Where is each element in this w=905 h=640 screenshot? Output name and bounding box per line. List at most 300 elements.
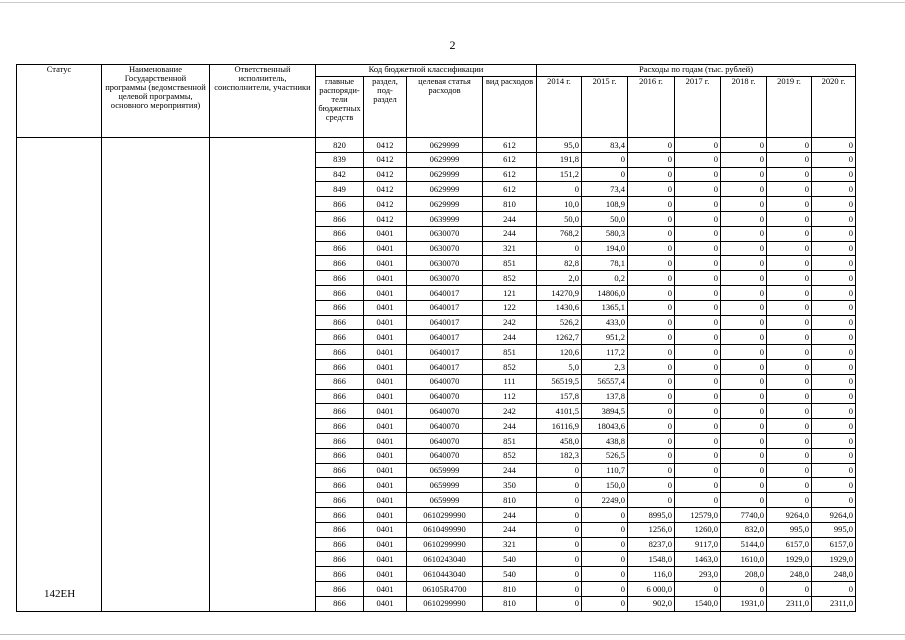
cell-2017: 0 <box>675 256 721 271</box>
cell-2016: 0 <box>628 152 675 167</box>
cell-2018: 0 <box>721 374 767 389</box>
cell-2015: 2,3 <box>582 359 628 374</box>
cell-rzpr: 0401 <box>364 552 407 567</box>
cell-2020: 0 <box>812 493 856 508</box>
cell-2017: 0 <box>675 389 721 404</box>
cell-2015: 0 <box>582 567 628 582</box>
cell-2020: 0 <box>812 182 856 197</box>
cell-2015: 433,0 <box>582 315 628 330</box>
cell-rzpr: 0401 <box>364 493 407 508</box>
cell-rzpr: 0401 <box>364 315 407 330</box>
cell-2016: 0 <box>628 330 675 345</box>
cell-2016: 902,0 <box>628 596 675 611</box>
cell-2015: 438,8 <box>582 433 628 448</box>
cell-2015: 194,0 <box>582 241 628 256</box>
cell-2019: 248,0 <box>767 567 812 582</box>
cell-2018: 0 <box>721 404 767 419</box>
cell-csr: 0659999 <box>407 478 483 493</box>
cell-csr: 0630070 <box>407 226 483 241</box>
cell-2017: 0 <box>675 197 721 212</box>
cell-2019: 0 <box>767 300 812 315</box>
cell-2015: 0 <box>582 152 628 167</box>
cell-2014: 10,0 <box>537 197 582 212</box>
cell-2015: 50,0 <box>582 211 628 226</box>
cell-csr: 0640070 <box>407 389 483 404</box>
cell-2020: 0 <box>812 463 856 478</box>
cell-rzpr: 0412 <box>364 167 407 182</box>
cell-2017: 293,0 <box>675 567 721 582</box>
cell-2019: 0 <box>767 433 812 448</box>
cell-2018: 0 <box>721 241 767 256</box>
cell-2019: 0 <box>767 345 812 360</box>
cell-2019: 9264,0 <box>767 507 812 522</box>
cell-2019: 0 <box>767 478 812 493</box>
cell-2015: 3894,5 <box>582 404 628 419</box>
cell-csr: 0639999 <box>407 211 483 226</box>
table-header <box>17 65 856 138</box>
cell-vr: 852 <box>483 448 537 463</box>
cell-grbs: 866 <box>316 285 364 300</box>
cell-2020: 0 <box>812 581 856 596</box>
cell-2018: 0 <box>721 226 767 241</box>
cell-csr: 0629999 <box>407 182 483 197</box>
cell-2019: 0 <box>767 493 812 508</box>
cell-2019: 0 <box>767 167 812 182</box>
cell-2017: 0 <box>675 138 721 153</box>
cell-vr: 244 <box>483 226 537 241</box>
cell-2017: 0 <box>675 581 721 596</box>
cell-2015: 526,5 <box>582 448 628 463</box>
cell-2019: 1929,0 <box>767 552 812 567</box>
cell-2015: 0 <box>582 167 628 182</box>
cell-grbs: 866 <box>316 271 364 286</box>
cell-2018: 0 <box>721 389 767 404</box>
cell-grbs: 866 <box>316 463 364 478</box>
cell-2014: 458,0 <box>537 433 582 448</box>
cell-2020: 2311,0 <box>812 596 856 611</box>
cell-rzpr: 0412 <box>364 138 407 153</box>
cell-2020: 0 <box>812 226 856 241</box>
cell-grbs: 866 <box>316 537 364 552</box>
cell-rzpr: 0401 <box>364 256 407 271</box>
cell-grbs: 866 <box>316 359 364 374</box>
cell-grbs: 866 <box>316 241 364 256</box>
cell-vr: 350 <box>483 478 537 493</box>
cell-2020: 0 <box>812 315 856 330</box>
cell-2014: 0 <box>537 522 582 537</box>
cell-2019: 0 <box>767 256 812 271</box>
cell-grbs: 866 <box>316 300 364 315</box>
cell-2020: 0 <box>812 152 856 167</box>
cell-2016: 0 <box>628 463 675 478</box>
cell-2016: 1256,0 <box>628 522 675 537</box>
cell-2017: 0 <box>675 182 721 197</box>
cell-vr: 242 <box>483 315 537 330</box>
cell-csr: 0640070 <box>407 374 483 389</box>
cell-2017: 0 <box>675 167 721 182</box>
cell-2014: 50,0 <box>537 211 582 226</box>
header-expenses: Расходы по годам (тыс. рублей) <box>537 65 856 77</box>
cell-2017: 1260,0 <box>675 522 721 537</box>
cell-csr: 0640070 <box>407 419 483 434</box>
cell-csr: 0659999 <box>407 463 483 478</box>
cell-2015: 14806,0 <box>582 285 628 300</box>
cell-2018: 0 <box>721 271 767 286</box>
cell-2014: 0 <box>537 552 582 567</box>
cell-2016: 6 000,0 <box>628 581 675 596</box>
cell-csr: 06105R4700 <box>407 581 483 596</box>
cell-vr: 851 <box>483 433 537 448</box>
cell-2019: 0 <box>767 152 812 167</box>
cell-2014: 56519,5 <box>537 374 582 389</box>
cell-grbs: 866 <box>316 478 364 493</box>
cell-2014: 5,0 <box>537 359 582 374</box>
cell-2020: 0 <box>812 138 856 153</box>
cell-vr: 244 <box>483 507 537 522</box>
cell-csr: 0630070 <box>407 271 483 286</box>
cell-grbs: 866 <box>316 448 364 463</box>
table-body <box>17 138 856 612</box>
cell-2018: 0 <box>721 182 767 197</box>
cell-rzpr: 0412 <box>364 152 407 167</box>
table-row <box>17 138 856 153</box>
cell-2019: 0 <box>767 330 812 345</box>
cell-rzpr: 0401 <box>364 271 407 286</box>
cell-2020: 0 <box>812 448 856 463</box>
cell-2015: 0 <box>582 552 628 567</box>
cell-rzpr: 0401 <box>364 330 407 345</box>
cell-2015: 0,2 <box>582 271 628 286</box>
cell-2020: 0 <box>812 211 856 226</box>
cell-2015: 56557,4 <box>582 374 628 389</box>
cell-grbs: 866 <box>316 507 364 522</box>
cell-2018: 0 <box>721 211 767 226</box>
cell-csr: 0640017 <box>407 285 483 300</box>
cell-rzpr: 0401 <box>364 522 407 537</box>
cell-csr: 0629999 <box>407 138 483 153</box>
cell-2020: 9264,0 <box>812 507 856 522</box>
cell-vr: 612 <box>483 167 537 182</box>
cell-rzpr: 0401 <box>364 507 407 522</box>
cell-vr: 122 <box>483 300 537 315</box>
cell-grbs: 866 <box>316 197 364 212</box>
cell-2015: 117,2 <box>582 345 628 360</box>
budget-table <box>16 64 856 612</box>
cell-vr: 321 <box>483 537 537 552</box>
cell-2020: 6157,0 <box>812 537 856 552</box>
header-csr: целевая статья расходов <box>407 77 483 138</box>
cell-2015: 2249,0 <box>582 493 628 508</box>
cell-2017: 0 <box>675 463 721 478</box>
cell-2014: 0 <box>537 182 582 197</box>
cell-2018: 0 <box>721 300 767 315</box>
cell-2015: 0 <box>582 522 628 537</box>
cell-2017: 0 <box>675 374 721 389</box>
cell-2015: 78,1 <box>582 256 628 271</box>
cell-2016: 0 <box>628 345 675 360</box>
cell-2016: 0 <box>628 182 675 197</box>
header-year-2019: 2019 г. <box>767 77 812 138</box>
cell-2018: 0 <box>721 315 767 330</box>
cell-vr: 321 <box>483 241 537 256</box>
cell-2017: 0 <box>675 345 721 360</box>
header-year-2018: 2018 г. <box>721 77 767 138</box>
cell-2017: 0 <box>675 211 721 226</box>
cell-rzpr: 0401 <box>364 389 407 404</box>
cell-csr: 0610299990 <box>407 596 483 611</box>
cell-rzpr: 0401 <box>364 581 407 596</box>
cell-csr: 0630070 <box>407 256 483 271</box>
cell-2018: 1610,0 <box>721 552 767 567</box>
cell-2019: 0 <box>767 374 812 389</box>
cell-2016: 0 <box>628 419 675 434</box>
cell-2017: 0 <box>675 330 721 345</box>
cell-grbs: 866 <box>316 226 364 241</box>
cell-2020: 0 <box>812 404 856 419</box>
cell-2016: 0 <box>628 448 675 463</box>
cell-csr: 0630070 <box>407 241 483 256</box>
cell-csr: 0610499990 <box>407 522 483 537</box>
cell-2018: 0 <box>721 448 767 463</box>
cell-2019: 0 <box>767 197 812 212</box>
cell-rzpr: 0412 <box>364 182 407 197</box>
cell-rzpr: 0401 <box>364 374 407 389</box>
cell-2016: 0 <box>628 256 675 271</box>
cell-rzpr: 0401 <box>364 285 407 300</box>
cell-csr: 0640070 <box>407 404 483 419</box>
cell-rzpr: 0401 <box>364 404 407 419</box>
page-number: 2 <box>449 38 456 52</box>
cell-2018: 1931,0 <box>721 596 767 611</box>
cell-vr: 612 <box>483 138 537 153</box>
cell-2016: 0 <box>628 404 675 419</box>
cell-2016: 8237,0 <box>628 537 675 552</box>
cell-vr: 612 <box>483 182 537 197</box>
cell-2017: 0 <box>675 271 721 286</box>
cell-2019: 0 <box>767 241 812 256</box>
cell-2019: 0 <box>767 315 812 330</box>
cell-vr: 540 <box>483 552 537 567</box>
cell-csr: 0610243040 <box>407 552 483 567</box>
cell-2018: 0 <box>721 167 767 182</box>
cell-rzpr: 0401 <box>364 226 407 241</box>
cell-2017: 0 <box>675 315 721 330</box>
cell-2019: 0 <box>767 271 812 286</box>
cell-2014: 82,8 <box>537 256 582 271</box>
cell-2018: 208,0 <box>721 567 767 582</box>
cell-2019: 995,0 <box>767 522 812 537</box>
cell-2016: 0 <box>628 226 675 241</box>
cell-2014: 526,2 <box>537 315 582 330</box>
cell-2018: 0 <box>721 138 767 153</box>
cell-grbs: 866 <box>316 522 364 537</box>
cell-2016: 0 <box>628 167 675 182</box>
cell-2017: 0 <box>675 493 721 508</box>
cell-2015: 108,9 <box>582 197 628 212</box>
header-year-2017: 2017 г. <box>675 77 721 138</box>
cell-2014: 120,6 <box>537 345 582 360</box>
cell-grbs: 866 <box>316 419 364 434</box>
cell-vr: 244 <box>483 463 537 478</box>
cell-2014: 151,2 <box>537 167 582 182</box>
header-year-2015: 2015 г. <box>582 77 628 138</box>
cell-2015: 580,3 <box>582 226 628 241</box>
cell-2016: 1548,0 <box>628 552 675 567</box>
cell-vr: 810 <box>483 596 537 611</box>
cell-2014: 191,8 <box>537 152 582 167</box>
cell-2020: 0 <box>812 167 856 182</box>
header-program-name: Наименование Государственной программы (ведомственной целевой программы, основного мероприятия) <box>102 65 210 138</box>
cell-2017: 0 <box>675 285 721 300</box>
cell-csr: 0640017 <box>407 359 483 374</box>
cell-2019: 0 <box>767 138 812 153</box>
cell-grbs: 866 <box>316 493 364 508</box>
cell-grbs: 866 <box>316 596 364 611</box>
cell-2018: 0 <box>721 463 767 478</box>
cell-2014: 0 <box>537 596 582 611</box>
cell-2016: 0 <box>628 315 675 330</box>
cell-grbs: 866 <box>316 404 364 419</box>
cell-2017: 1463,0 <box>675 552 721 567</box>
cell-2019: 0 <box>767 211 812 226</box>
cell-2016: 0 <box>628 478 675 493</box>
cell-2018: 0 <box>721 285 767 300</box>
cell-2020: 0 <box>812 359 856 374</box>
cell-2020: 0 <box>812 433 856 448</box>
cell-vr: 810 <box>483 581 537 596</box>
cell-2018: 0 <box>721 359 767 374</box>
cell-2015: 110,7 <box>582 463 628 478</box>
cell-2016: 0 <box>628 300 675 315</box>
cell-2016: 0 <box>628 138 675 153</box>
cell-vr: 852 <box>483 271 537 286</box>
cell-2020: 0 <box>812 241 856 256</box>
cell-2019: 0 <box>767 359 812 374</box>
cell-csr: 0659999 <box>407 493 483 508</box>
cell-2014: 0 <box>537 463 582 478</box>
cell-rzpr: 0412 <box>364 197 407 212</box>
cell-2014: 0 <box>537 493 582 508</box>
cell-vr: 111 <box>483 374 537 389</box>
cell-2020: 0 <box>812 256 856 271</box>
cell-2019: 0 <box>767 226 812 241</box>
cell-2017: 0 <box>675 404 721 419</box>
cell-csr: 0640017 <box>407 345 483 360</box>
cell-rzpr: 0401 <box>364 300 407 315</box>
cell-rzpr: 0401 <box>364 567 407 582</box>
header-grbs: главные распоряди-тели бюджетных средств <box>316 77 364 138</box>
cell-vr: 242 <box>483 404 537 419</box>
cell-2019: 0 <box>767 404 812 419</box>
scan-edge-bottom <box>0 634 905 635</box>
cell-2016: 0 <box>628 285 675 300</box>
cell-2020: 995,0 <box>812 522 856 537</box>
cell-2019: 6157,0 <box>767 537 812 552</box>
header-vr: вид расходов <box>483 77 537 138</box>
cell-2016: 0 <box>628 271 675 286</box>
cell-vr: 852 <box>483 359 537 374</box>
cell-2014: 0 <box>537 581 582 596</box>
cell-csr: 0610443040 <box>407 567 483 582</box>
cell-2017: 9117,0 <box>675 537 721 552</box>
cell-2018: 832,0 <box>721 522 767 537</box>
header-year-2016: 2016 г. <box>628 77 675 138</box>
cell-2018: 0 <box>721 433 767 448</box>
cell-vr: 244 <box>483 522 537 537</box>
cell-2016: 0 <box>628 433 675 448</box>
cell-2018: 0 <box>721 197 767 212</box>
cell-2020: 0 <box>812 419 856 434</box>
cell-2018: 0 <box>721 581 767 596</box>
cell-2016: 8995,0 <box>628 507 675 522</box>
program-name-cell <box>102 138 210 612</box>
cell-2018: 0 <box>721 152 767 167</box>
cell-rzpr: 0401 <box>364 419 407 434</box>
cell-2018: 0 <box>721 256 767 271</box>
cell-grbs: 849 <box>316 182 364 197</box>
cell-grbs: 820 <box>316 138 364 153</box>
cell-2015: 73,4 <box>582 182 628 197</box>
cell-2016: 0 <box>628 374 675 389</box>
cell-2019: 2311,0 <box>767 596 812 611</box>
cell-grbs: 866 <box>316 256 364 271</box>
cell-rzpr: 0401 <box>364 345 407 360</box>
cell-csr: 0610299990 <box>407 507 483 522</box>
cell-2020: 0 <box>812 271 856 286</box>
cell-2020: 0 <box>812 345 856 360</box>
cell-rzpr: 0412 <box>364 211 407 226</box>
cell-2014: 0 <box>537 537 582 552</box>
cell-2017: 0 <box>675 419 721 434</box>
cell-2014: 182,3 <box>537 448 582 463</box>
status-cell <box>17 138 102 612</box>
cell-2018: 7740,0 <box>721 507 767 522</box>
header-year-2014: 2014 г. <box>537 77 582 138</box>
cell-vr: 851 <box>483 345 537 360</box>
cell-2019: 0 <box>767 463 812 478</box>
cell-2016: 0 <box>628 197 675 212</box>
cell-csr: 0640070 <box>407 448 483 463</box>
cell-2019: 0 <box>767 182 812 197</box>
cell-grbs: 866 <box>316 433 364 448</box>
cell-vr: 244 <box>483 330 537 345</box>
cell-2020: 0 <box>812 374 856 389</box>
cell-2019: 0 <box>767 448 812 463</box>
cell-csr: 0640017 <box>407 330 483 345</box>
cell-rzpr: 0401 <box>364 241 407 256</box>
cell-rzpr: 0401 <box>364 596 407 611</box>
cell-2015: 83,4 <box>582 138 628 153</box>
cell-2020: 0 <box>812 300 856 315</box>
cell-2020: 0 <box>812 285 856 300</box>
cell-rzpr: 0401 <box>364 463 407 478</box>
cell-2015: 137,8 <box>582 389 628 404</box>
cell-2020: 0 <box>812 330 856 345</box>
cell-rzpr: 0401 <box>364 537 407 552</box>
cell-2014: 16116,9 <box>537 419 582 434</box>
cell-2017: 0 <box>675 359 721 374</box>
cell-2020: 0 <box>812 197 856 212</box>
cell-csr: 0640017 <box>407 300 483 315</box>
cell-2014: 2,0 <box>537 271 582 286</box>
header-year-2020: 2020 г. <box>812 77 856 138</box>
cell-2018: 5144,0 <box>721 537 767 552</box>
cell-2017: 0 <box>675 152 721 167</box>
cell-grbs: 842 <box>316 167 364 182</box>
cell-2017: 0 <box>675 241 721 256</box>
cell-2015: 0 <box>582 596 628 611</box>
cell-vr: 810 <box>483 197 537 212</box>
